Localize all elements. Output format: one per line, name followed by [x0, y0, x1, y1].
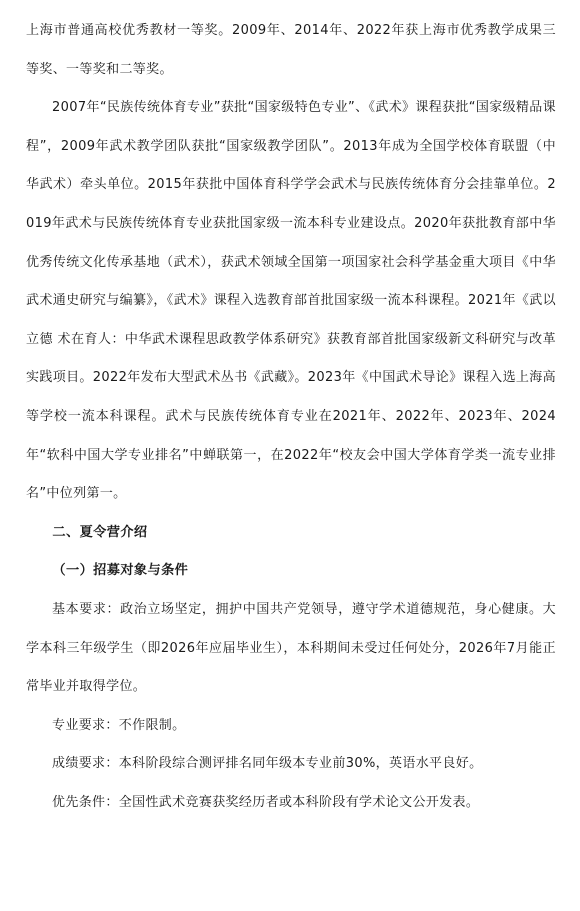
paragraph-grade-requirements: 成绩要求：本科阶段综合测评排名同年级本专业前30%，英语水平良好。 [52, 756, 483, 772]
paragraph-priority-conditions: 优先条件：全国性武术竞赛获奖经历者或本科阶段有学术论文公开发表。 [52, 794, 480, 810]
paragraph-achievements: 2007年“民族传统体育专业”获批“国家级特色专业”、《武术》课程获批“国家级精品课程”，2009年武术教学团队获批“国家级教学团队”。2013年成为全国学校体育联盟（中华武术）牵头单位。2015年获批中国体育科学学会武术与民族传统体育分会挂靠单位。2019年武术与民族传统体育专业获批国家级一流本科专业建设点。2020年获批教育部中华优秀传统文化传承基地（武术），获武术领域全国第一项国家社会科学基金重大项目《中华武术通史研究与编纂》，《武术》课程入选教育部首批国家级一流本科课程。2021年《武以立德 术在育人：中华武术课程思政教学体系研究》获教育部首批国家级新文科研究与改革实践项目。2022年发布大型武术丛书《武藏》。2023年《中国武术导论》课程入选上海高等学校一流本科课程。武术与民族传统体育专业在2021年、2022年、2023年、2024年“软科中国大学专业排名”中蝉联第一，在2022年“校友会中国大学体育学类一流专业排名”中位列第一。 [26, 100, 556, 502]
sub-heading-recruitment: （一）招募对象与条件 [52, 563, 189, 579]
section-heading: 二、夏令营介绍 [52, 524, 148, 540]
paragraph-major-requirements: 专业要求：不作限制。 [52, 717, 186, 733]
paragraph-awards: 上海市普通高校优秀教材一等奖。2009年、2014年、2022年获上海市优秀教学成果三等奖、一等奖和二等奖。 [26, 23, 556, 77]
paragraph-basic-requirements: 基本要求：政治立场坚定，拥护中国共产党领导，遵守学术道德规范，身心健康。大学本科三年级学生（即2026年应届毕业生），本科期间未受过任何处分，2026年7月能正常毕业并取得学位。 [26, 601, 556, 695]
